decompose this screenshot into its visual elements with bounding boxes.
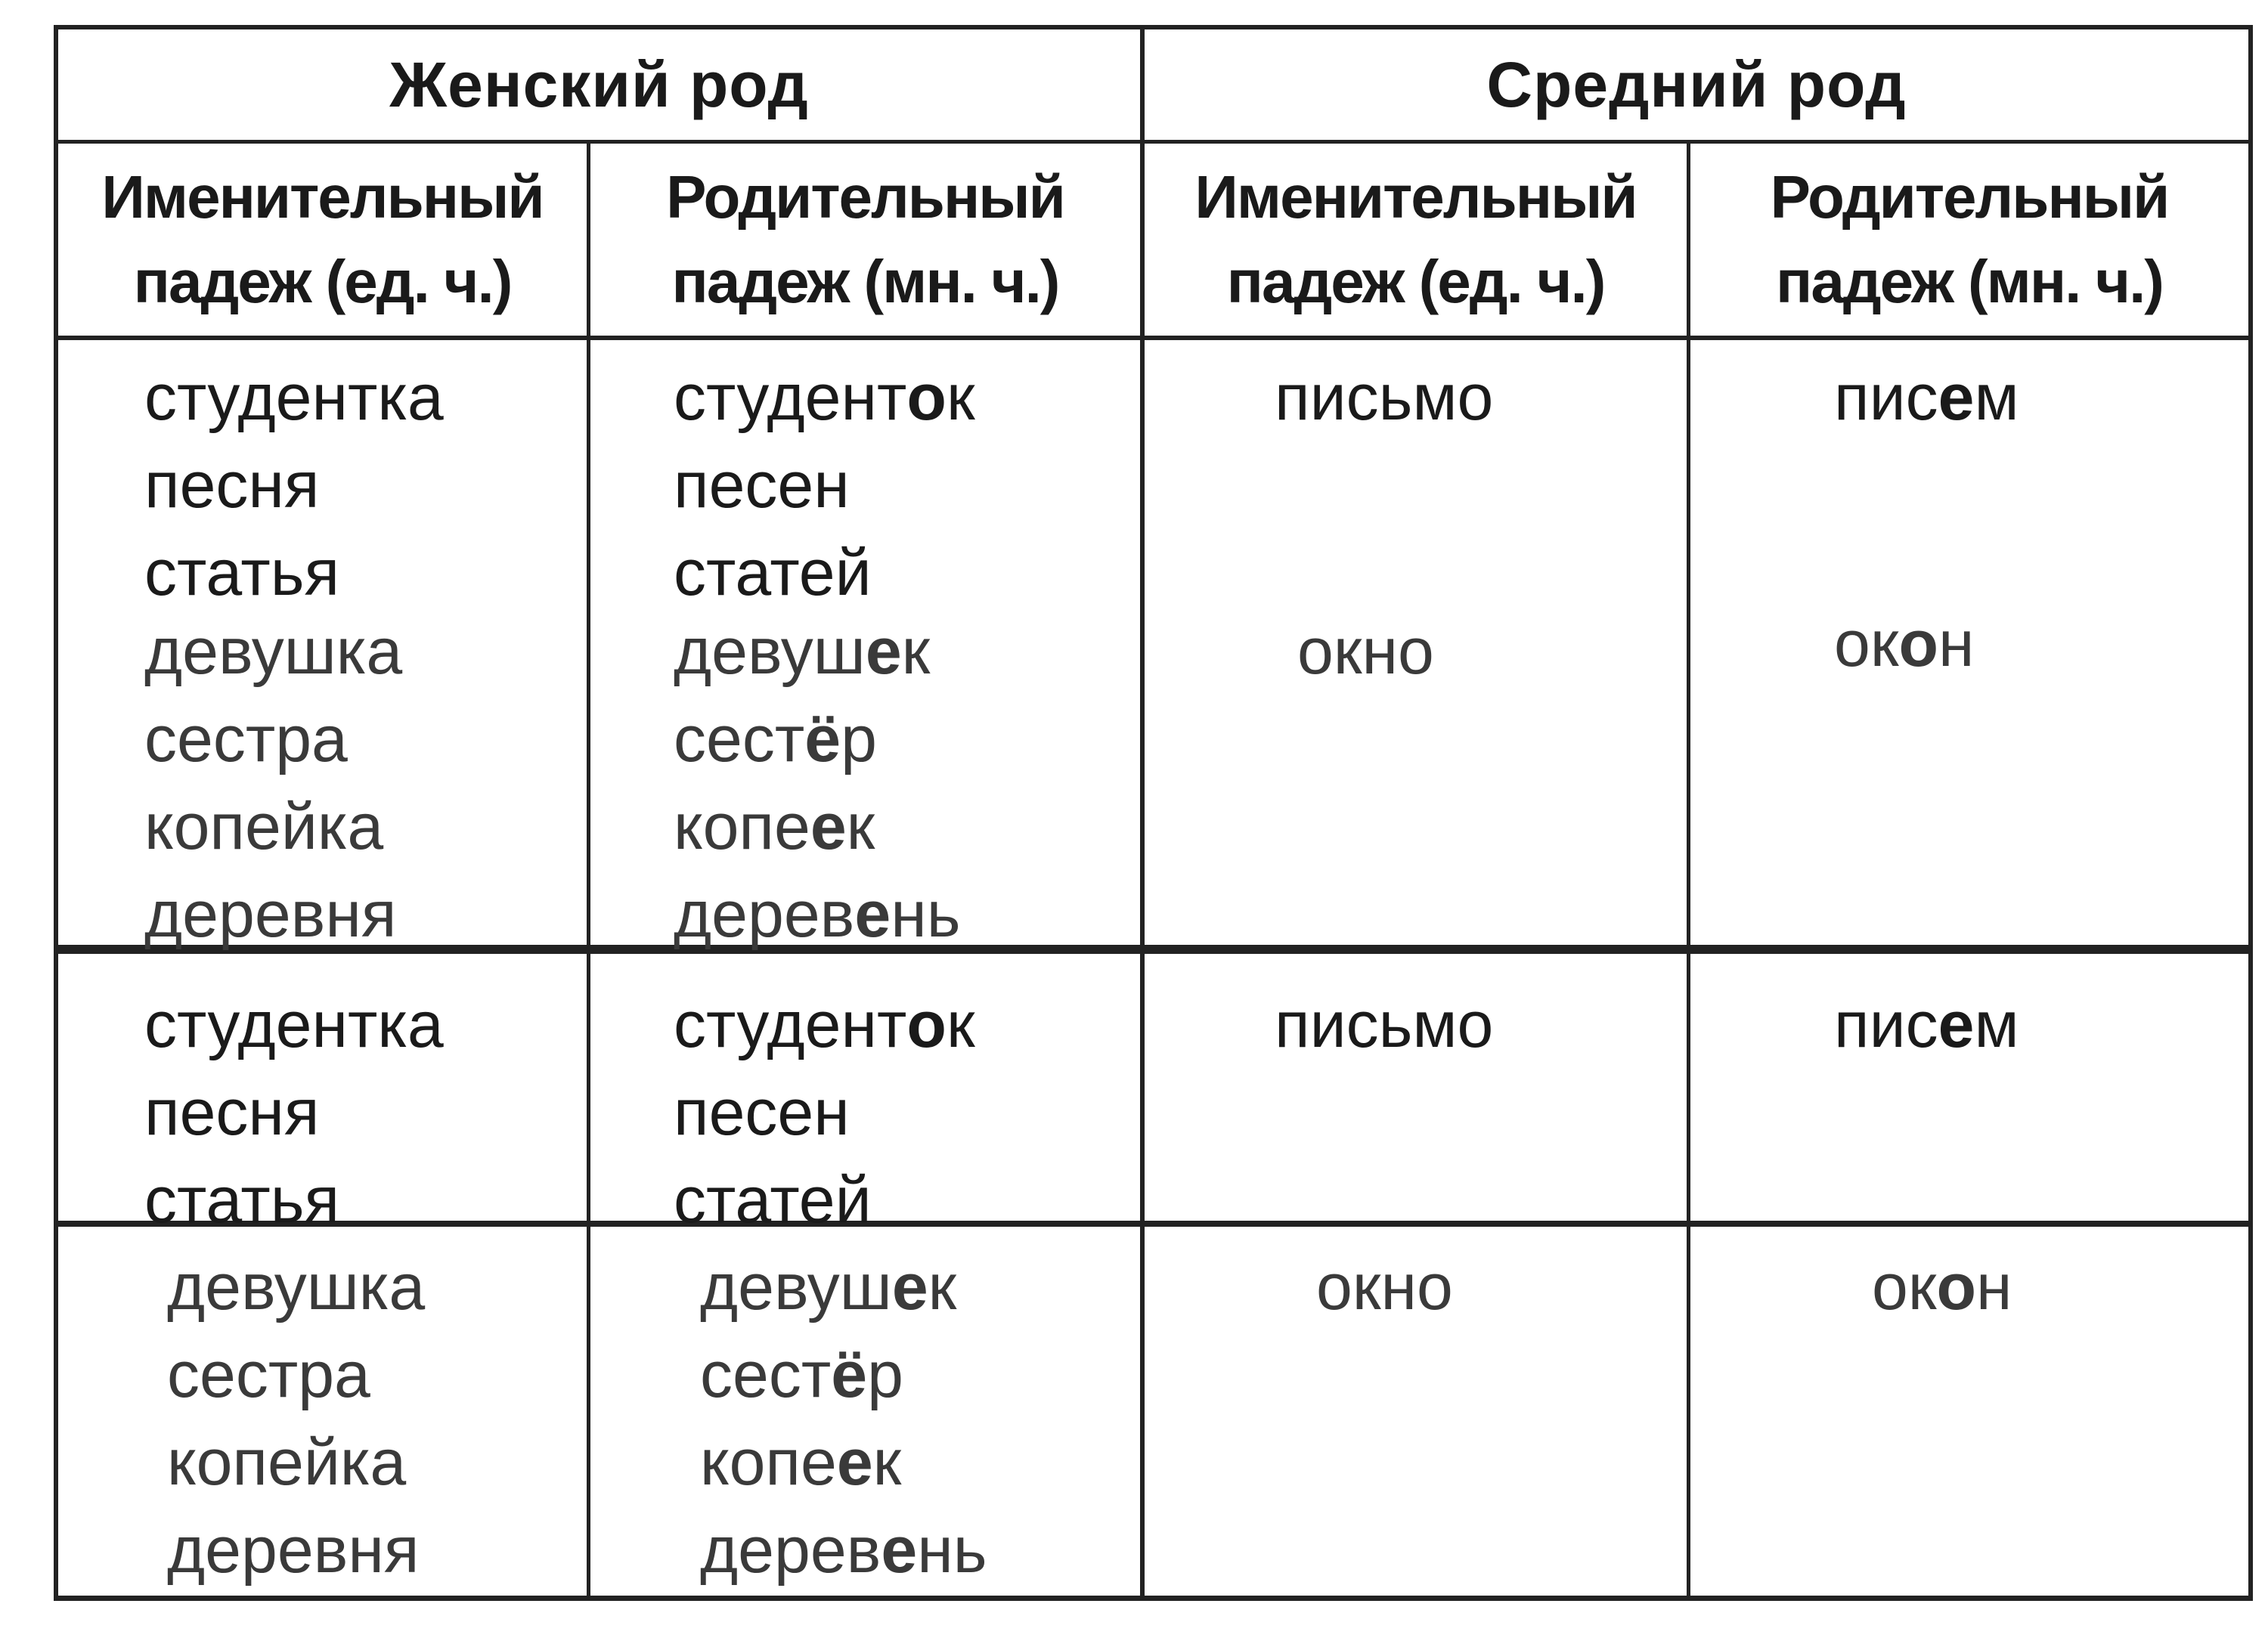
word-ending: нь: [917, 1514, 987, 1587]
block2-fem-genitive: [674, 981, 975, 1244]
word: письмо: [1275, 361, 1494, 434]
word-stem: сест: [700, 1339, 832, 1411]
col-divider-1: [587, 144, 590, 1601]
block3-neut-genitive: [1872, 1243, 2012, 1331]
word-ending: к: [846, 791, 875, 863]
word-stem: ок: [1834, 608, 1899, 680]
word: статья: [144, 1164, 340, 1237]
word: девушка: [144, 615, 403, 688]
inserted-vowel: е: [881, 1514, 918, 1587]
word: окно: [1297, 615, 1434, 688]
word: статей: [674, 537, 872, 609]
word-ending: к: [901, 615, 931, 688]
word: песня: [144, 1076, 320, 1149]
column-header-neut-genitive: [1690, 144, 2248, 336]
inserted-vowel: о: [906, 361, 947, 434]
word-stem: пис: [1834, 989, 1938, 1061]
word-ending: нь: [891, 878, 961, 951]
block1-neut-genitive: [1834, 354, 2019, 688]
column-header-line: Именительный: [101, 163, 544, 231]
word: [674, 695, 975, 783]
word: деревня: [167, 1514, 420, 1587]
column-header-line: падеж (ед. ч.): [133, 248, 512, 315]
word: статей: [674, 1164, 872, 1237]
declension-table: [54, 25, 2253, 1601]
word: [700, 1331, 987, 1419]
word: [674, 981, 975, 1069]
word: [1834, 600, 2019, 688]
block1-neut-nominative: [1275, 354, 1493, 695]
word: [1834, 981, 2019, 1069]
word-ending: р: [867, 1339, 903, 1411]
block3-fem-nominative: [167, 1243, 425, 1594]
column-header-fem-genitive: [590, 144, 1140, 336]
word-ending: к: [946, 361, 975, 434]
column-header-neut-nominative: [1145, 144, 1687, 336]
column-header-line: падеж (ед. ч.): [1226, 248, 1605, 315]
word: сестра: [144, 703, 348, 776]
column-header-line: Именительный: [1194, 163, 1637, 231]
word: [674, 354, 975, 441]
word: девушка: [167, 1251, 426, 1323]
header-bottom-line: [54, 336, 2253, 340]
word-stem: дерев: [700, 1514, 881, 1587]
block3-fem-genitive: [700, 1243, 987, 1594]
inserted-vowel: о: [1898, 608, 1939, 680]
word: [674, 608, 975, 695]
word-stem: копе: [700, 1426, 837, 1499]
inserted-vowel: е: [1938, 989, 1975, 1061]
word-ending: н: [1938, 608, 1975, 680]
column-header-line: падеж (мн. ч.): [1776, 248, 2163, 315]
inserted-vowel: о: [906, 989, 947, 1061]
word: письмо: [1275, 989, 1494, 1061]
word-stem: копе: [674, 791, 810, 863]
column-header-line: Родительный: [666, 163, 1064, 231]
word-stem: сест: [674, 703, 805, 776]
group-header-neuter: Средний род: [1486, 48, 1907, 120]
table-border-bottom: [54, 1596, 2253, 1601]
word: [700, 1243, 987, 1331]
word-ending: р: [841, 703, 877, 776]
inserted-vowel: е: [1938, 361, 1975, 434]
word-ending: к: [928, 1251, 957, 1323]
block1-fem-genitive: [674, 354, 975, 958]
col-divider-3: [1687, 144, 1690, 1601]
word-ending: к: [872, 1426, 902, 1499]
block3-neut-nominative: [1316, 1243, 1453, 1331]
column-header-line: падеж (мн. ч.): [671, 248, 1059, 315]
inserted-vowel: е: [810, 791, 847, 863]
word-stem: студент: [674, 361, 907, 434]
word-stem: ок: [1872, 1251, 1937, 1323]
word: [674, 871, 975, 958]
word-ending: м: [1974, 989, 2019, 1061]
block2-neut-genitive: [1834, 981, 2019, 1069]
inserted-vowel: ё: [804, 703, 841, 776]
inserted-vowel: е: [891, 1251, 928, 1323]
word-stem: девуш: [700, 1251, 892, 1323]
word-ending: к: [946, 989, 975, 1061]
word: окно: [1316, 1251, 1453, 1323]
inserted-vowel: е: [854, 878, 891, 951]
inserted-vowel: е: [836, 1426, 873, 1499]
word: копейка: [144, 791, 384, 863]
word: [674, 783, 975, 871]
table-border-right: [2248, 25, 2253, 1601]
word-ending: м: [1974, 361, 2019, 434]
column-header-fem-nominative: [58, 144, 587, 336]
block1-fem-nominative: [144, 354, 444, 958]
word-ending: н: [1976, 1251, 2012, 1323]
inserted-vowel: о: [1936, 1251, 1977, 1323]
word-stem: пис: [1834, 361, 1938, 434]
block2-neut-nominative: [1275, 981, 1493, 1069]
group-header-feminine: Женский род: [389, 48, 809, 120]
word-stem: студент: [674, 989, 907, 1061]
word: студентка: [144, 989, 444, 1061]
word: студентка: [144, 361, 444, 434]
word: статья: [144, 537, 340, 609]
word: песен: [674, 1076, 850, 1149]
word: [1872, 1243, 2012, 1331]
word: песен: [674, 449, 850, 522]
column-header-line: Родительный: [1770, 163, 2169, 231]
word: [700, 1419, 987, 1506]
word: [700, 1506, 987, 1594]
block2-fem-nominative: [144, 981, 444, 1244]
word: сестра: [167, 1339, 370, 1411]
word: песня: [144, 449, 320, 522]
word: [1834, 354, 2019, 441]
word-stem: дерев: [674, 878, 855, 951]
inserted-vowel: е: [865, 615, 902, 688]
inserted-vowel: ё: [831, 1339, 868, 1411]
word: деревня: [144, 878, 397, 951]
word: копейка: [167, 1426, 407, 1499]
word-stem: девуш: [674, 615, 866, 688]
